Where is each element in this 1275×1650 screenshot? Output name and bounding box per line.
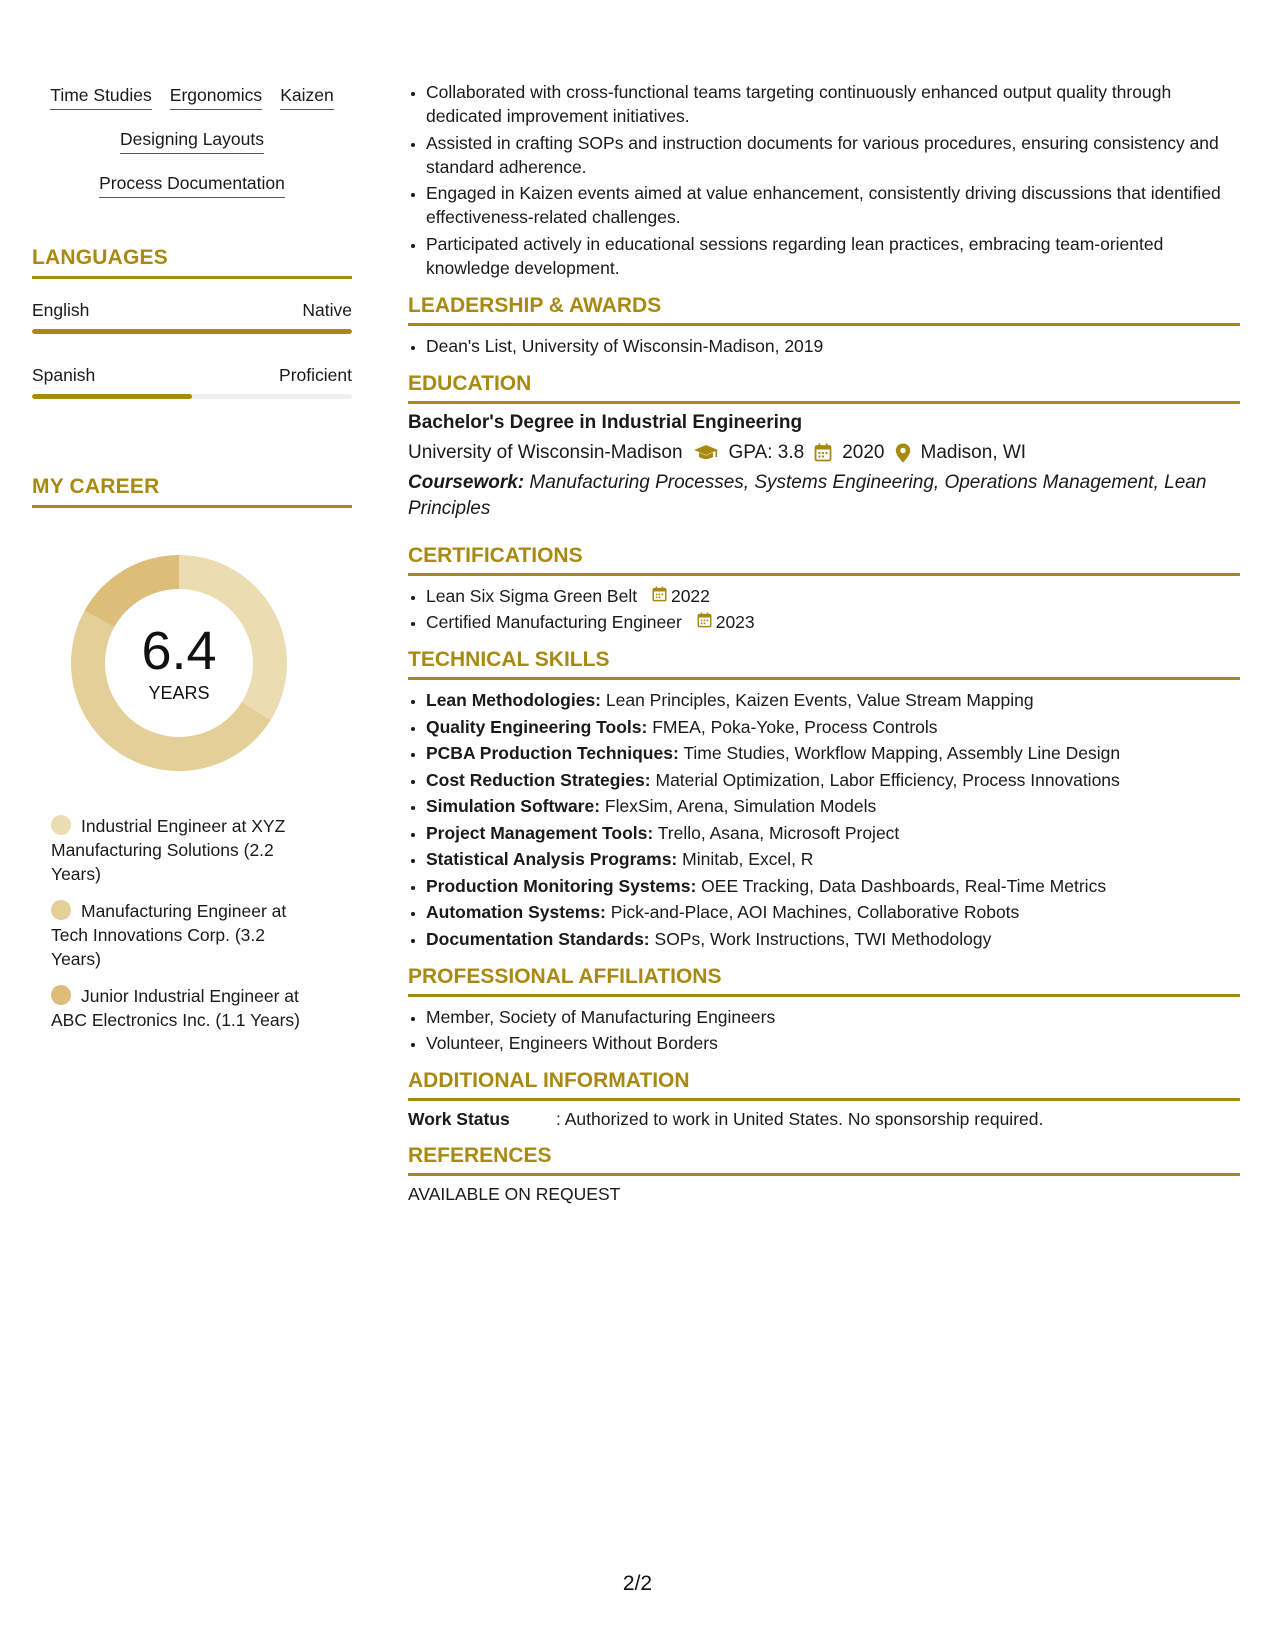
affiliation-item: • Volunteer, Engineers Without Borders	[426, 1031, 1240, 1055]
skill-category: Documentation Standards:	[426, 928, 650, 949]
skill-tag-row	[32, 128, 352, 154]
coursework-label: Coursework:	[408, 471, 525, 493]
additional-info-title: ADDITIONAL INFORMATION	[408, 1069, 1240, 1101]
skill-values: SOPs, Work Instructions, TWI Methodology	[654, 928, 992, 949]
career-legend-label: Industrial Engineer at XYZ Manufacturing Solutions (2.2 Years)	[51, 816, 286, 884]
page-number: 2/2	[622, 1572, 653, 1595]
technical-skill-item	[426, 847, 1240, 871]
skill-category: Quality Engineering Tools:	[426, 716, 648, 737]
technical-skill-item	[426, 874, 1240, 898]
skill-category: Production Monitoring Systems:	[426, 875, 697, 896]
map-pin-icon	[895, 443, 911, 463]
technical-skill-item	[426, 821, 1240, 845]
skill-tag-row	[32, 172, 352, 198]
technical-skill-item	[426, 741, 1240, 765]
certification-year: 2022	[670, 585, 710, 606]
certification-item	[426, 610, 1240, 634]
language-bar-fill	[32, 329, 352, 334]
language-name: English	[32, 300, 90, 320]
experience-bullet: • Collaborated with cross-functional teams targeting continuously enhanced output quality through dedicated improvement initiatives.	[426, 80, 1240, 128]
technical-skill-item	[426, 715, 1240, 739]
languages-title: LANGUAGES	[32, 246, 352, 279]
skill-category: Automation Systems:	[426, 902, 606, 922]
technical-skill-item	[426, 927, 1240, 951]
technical-skill-item	[426, 900, 1240, 924]
certification-date	[697, 610, 755, 634]
skill-category: Project Management Tools:	[426, 822, 654, 843]
skill-values: Time Studies, Workflow Mapping, Assembly Line Design	[683, 743, 1121, 763]
affiliations-list	[408, 1005, 1240, 1056]
certifications-title: CERTIFICATIONS	[408, 544, 1240, 576]
experience-bullets	[408, 80, 1240, 280]
skill-values: OEE Tracking, Data Dashboards, Real-Time Metrics	[701, 875, 1107, 896]
skill-tag: Ergonomics	[170, 84, 262, 110]
skill-values: Trello, Asana, Microsoft Project	[657, 822, 900, 843]
experience-bullet: • Participated actively in educational sessions regarding lean practices, embracing team-oriented knowledge development.	[426, 232, 1240, 280]
leadership-title: LEADERSHIP & AWARDS	[408, 294, 1240, 326]
career-legend-item	[51, 814, 316, 886]
legend-dot	[51, 900, 71, 920]
gpa: GPA: 3.8	[728, 441, 805, 463]
career-total-years: 6.4	[141, 620, 217, 681]
legend-dot	[51, 815, 71, 835]
legend-dot	[51, 985, 71, 1005]
right-column	[408, 80, 1240, 1205]
career-legend-label: Manufacturing Engineer at Tech Innovations Corp. (3.2 Years)	[51, 901, 287, 969]
technical-skill-item	[426, 688, 1240, 712]
donut-center	[64, 548, 294, 778]
experience-bullet: • Assisted in crafting SOPs and instruction documents for various procedures, ensuring consistency and standard adherence.	[426, 131, 1240, 179]
leadership-item: • Dean's List, University of Wisconsin-Madison, 2019	[426, 334, 1240, 358]
certifications-list	[408, 584, 1240, 635]
skill-category: Lean Methodologies:	[426, 690, 601, 710]
experience-bullet: • Engaged in Kaizen events aimed at value enhancement, consistently driving discussions that identified effectiveness-related challenges.	[426, 181, 1240, 229]
skill-values: Pick-and-Place, AOI Machines, Collaborative Robots	[610, 902, 1020, 922]
education-title: EDUCATION	[408, 372, 1240, 404]
certification-name: Certified Manufacturing Engineer	[426, 612, 682, 632]
skill-tags	[32, 84, 352, 198]
education-location: Madison, WI	[920, 441, 1027, 463]
references-text: AVAILABLE ON REQUEST	[408, 1184, 621, 1204]
skill-tag: Process Documentation	[99, 172, 285, 198]
skill-values: Material Optimization, Labor Efficiency, Process Innovations	[655, 769, 1120, 790]
technical-skill-item	[426, 794, 1240, 818]
certification-date	[652, 584, 710, 608]
skill-tag: Designing Layouts	[120, 128, 264, 154]
graduation-cap-icon	[693, 444, 719, 462]
career-legend	[51, 814, 352, 1032]
skill-category: Statistical Analysis Programs:	[426, 849, 678, 869]
certification-year: 2023	[715, 612, 755, 632]
career-donut-chart	[64, 548, 294, 778]
work-status-row	[408, 1109, 1240, 1130]
career-total-unit: YEARS	[148, 682, 210, 703]
skill-category: Simulation Software:	[426, 796, 601, 816]
career-legend-item	[51, 984, 316, 1032]
skill-category: Cost Reduction Strategies:	[426, 769, 651, 790]
technical-skills-list	[408, 688, 1240, 951]
skill-values: FlexSim, Arena, Simulation Models	[604, 796, 877, 816]
career-legend-label: Junior Industrial Engineer at ABC Electronics Inc. (1.1 Years)	[51, 986, 300, 1030]
leadership-list	[408, 334, 1240, 358]
certification-name: Lean Six Sigma Green Belt	[426, 585, 638, 606]
technical-skills-title: TECHNICAL SKILLS	[408, 648, 1240, 680]
school-name: University of Wisconsin-Madison	[408, 441, 683, 463]
work-status-value: : Authorized to work in United States. No sponsorship required.	[556, 1109, 1044, 1129]
languages-list	[32, 299, 352, 399]
references-title: REFERENCES	[408, 1144, 1240, 1176]
work-status-label: Work Status	[408, 1109, 510, 1129]
language-name: Spanish	[32, 365, 96, 385]
skill-tag: Kaizen	[280, 84, 334, 110]
career-legend-item	[51, 899, 316, 971]
degree-title: Bachelor's Degree in Industrial Engineering	[408, 411, 803, 433]
skill-tag: Time Studies	[50, 84, 151, 110]
coursework	[408, 470, 1240, 522]
language-level: Native	[302, 300, 352, 320]
skill-values: Lean Principles, Kaizen Events, Value Stream Mapping	[605, 690, 1034, 710]
certification-item	[426, 584, 1240, 608]
coursework-list: Manufacturing Processes, Systems Engineering, Operations Management, Lean Principles	[408, 471, 1207, 519]
skill-category: PCBA Production Techniques:	[426, 743, 679, 763]
affiliations-title: PROFESSIONAL AFFILIATIONS	[408, 965, 1240, 997]
affiliation-item: • Member, Society of Manufacturing Engineers	[426, 1005, 1240, 1029]
graduation-year: 2020	[842, 441, 885, 463]
calendar-icon	[697, 610, 712, 634]
education-meta	[408, 442, 1240, 464]
left-column	[32, 84, 352, 1045]
calendar-icon	[652, 584, 667, 608]
language-row	[32, 299, 352, 321]
skill-values: FMEA, Poka-Yoke, Process Controls	[652, 716, 938, 737]
language-row	[32, 364, 352, 386]
skill-tag-row	[32, 84, 352, 110]
skill-values: Minitab, Excel, R	[682, 849, 814, 869]
language-bar	[32, 329, 352, 334]
language-level: Proficient	[279, 365, 352, 385]
career-title: MY CAREER	[32, 475, 352, 508]
calendar-icon	[814, 443, 832, 462]
technical-skill-item	[426, 768, 1240, 792]
